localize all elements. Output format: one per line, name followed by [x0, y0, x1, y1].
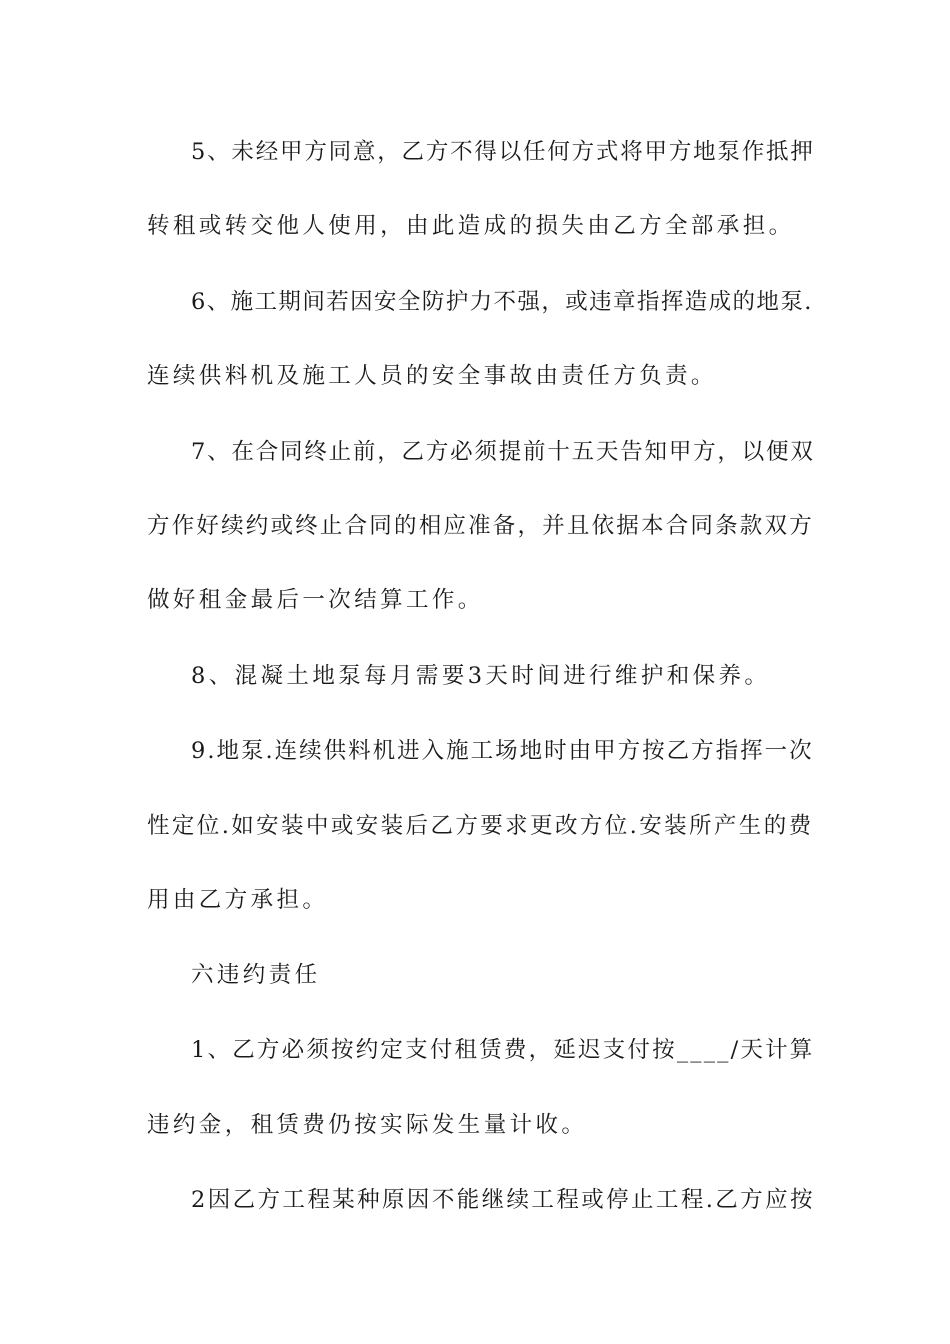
paragraph-line: 2因乙方工程某种原因不能继续工程或停止工程.乙方应按 [191, 1187, 815, 1213]
section-heading: 六违约责任 [191, 962, 321, 988]
paragraph-line: 7、在合同终止前，乙方必须提前十五天告知甲方，以便双 [191, 439, 815, 465]
paragraph-line: 8、混凝土地泵每月需要3天时间进行维护和保养。 [191, 663, 771, 689]
paragraph-line: 5、未经甲方同意，乙方不得以任何方式将甲方地泵作抵押 [191, 139, 815, 165]
paragraph-line: 连续供料机及施工人员的安全事故由责任方负责。 [147, 363, 717, 389]
paragraph-line: 性定位.如安装中或安装后乙方要求更改方位.安装所产生的费 [147, 813, 814, 839]
paragraph-line: 做好租金最后一次结算工作。 [147, 587, 484, 613]
paragraph-line: 违约金，租赁费仍按实际发生量计收。 [147, 1112, 588, 1138]
paragraph-line: 转租或转交他人使用，由此造成的损失由乙方全部承担。 [147, 213, 795, 239]
paragraph-line: 用由乙方承担。 [147, 887, 329, 913]
paragraph-line: 9.地泵.连续供料机进入施工场地时由甲方按乙方指挥一次 [191, 738, 814, 764]
paragraph-line: 方作好续约或终止合同的相应准备，并且依据本合同条款双方 [147, 513, 814, 539]
paragraph-line: 1、乙方必须按约定支付租赁费，延迟支付按____/天计算 [191, 1037, 815, 1063]
paragraph-line: 6、施工期间若因安全防护力不强，或违章指挥造成的地泵. [191, 289, 813, 315]
